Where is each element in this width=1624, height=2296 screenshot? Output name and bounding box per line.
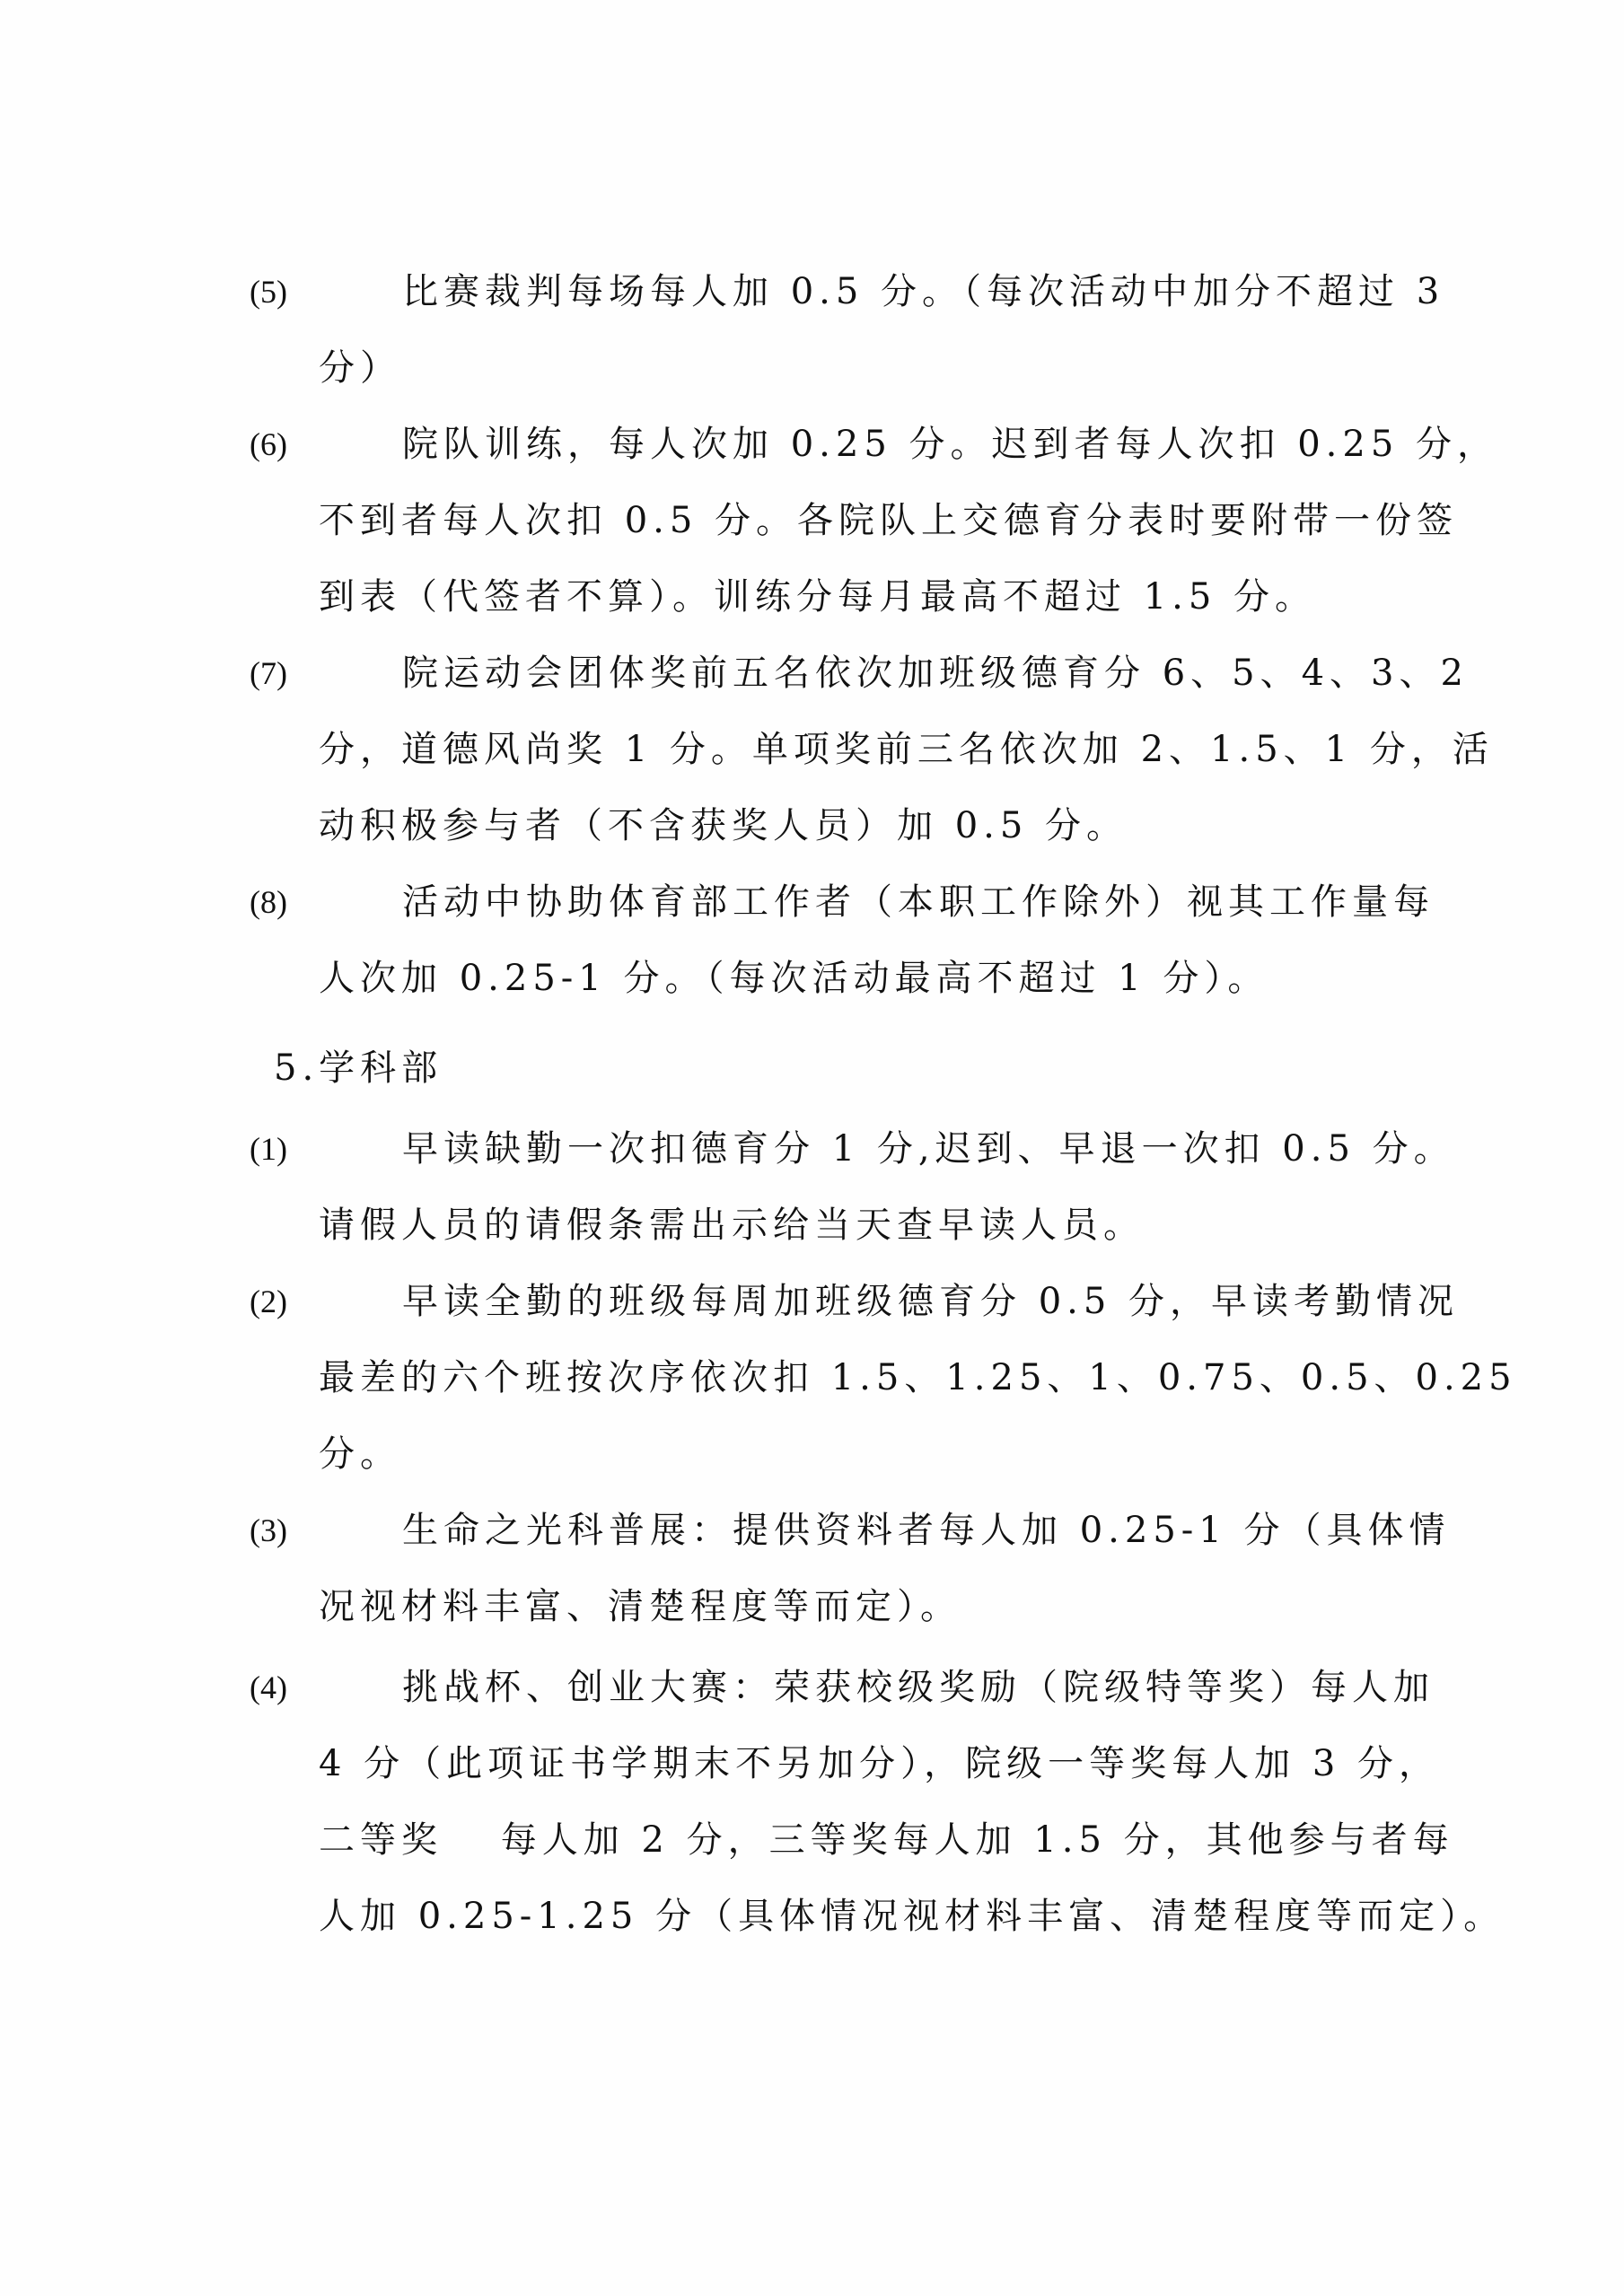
item-text-line: 况视材料丰富、清楚程度等而定）。 [319,1586,961,1627]
section-heading: 5.学科部 [274,1047,443,1089]
item-label: (7) [250,655,287,691]
item-text-line: 院运动会团体奖前五名依次加班级德育分 6、5、4、3、2 [402,653,1469,694]
item-text-line: 动积极参与者（不含获奖人员）加 0.5 分。 [319,805,1128,846]
item-label: (2) [250,1284,287,1319]
item-label: (4) [250,1669,287,1705]
item-text-line: 到表（代签者不算）。训练分每月最高不超过 1.5 分。 [319,576,1317,618]
item-text-line: 分。 [319,1433,401,1475]
item-text-line: 活动中协助体育部工作者（本职工作除外）视其工作量每 [402,881,1435,923]
item-text-line: 人次加 0.25-1 分。（每次活动最高不超过 1 分）。 [319,958,1269,999]
item-label: (3) [250,1512,287,1548]
item-text-line: 挑战杯、创业大赛：荣获校级奖励（院级特等奖）每人加 [402,1667,1435,1708]
item-text-line: 不到者每人次扣 0.5 分。各院队上交德育分表时要附带一份签 [319,500,1459,541]
item-text-line: 分） [319,347,401,389]
item-text-line: 分，道德风尚奖 1 分。单项奖前三名依次加 2、1.5、1 分，活 [319,729,1494,770]
item-text-line: 请假人员的请假条需出示给当天查早读人员。 [319,1205,1145,1246]
item-text-line: 早读全勤的班级每周加班级德育分 0.5 分，早读考勤情况 [402,1281,1460,1322]
item-text-line: 二等奖 每人加 2 分，三等奖每人加 1.5 分，其他参与者每 [319,1819,1454,1861]
item-text-line: 早读缺勤一次扣德育分 1 分,迟到、早退一次扣 0.5 分。 [402,1128,1455,1170]
item-label: (5) [250,274,287,310]
item-text-line: 最差的六个班按次序依次扣 1.5、1.25、1、0.75、0.5、0.25 [319,1357,1517,1398]
item-text-line: 人加 0.25-1.25 分（具体情况视材料丰富、清楚程度等而定）。 [319,1896,1505,1937]
item-label: (1) [250,1131,287,1167]
item-text-line: 4 分（此项证书学期末不另加分），院级一等奖每人加 3 分， [319,1743,1441,1784]
item-text-line: 比赛裁判每场每人加 0.5 分。（每次活动中加分不超过 3 [402,271,1445,312]
item-label: (6) [250,426,287,462]
item-text-line: 院队训练，每人次加 0.25 分。迟到者每人次扣 0.25 分， [402,424,1498,465]
item-label: (8) [250,884,287,920]
item-text-line: 生命之光科普展：提供资料者每人加 0.25-1 分（具体情 [402,1510,1451,1551]
